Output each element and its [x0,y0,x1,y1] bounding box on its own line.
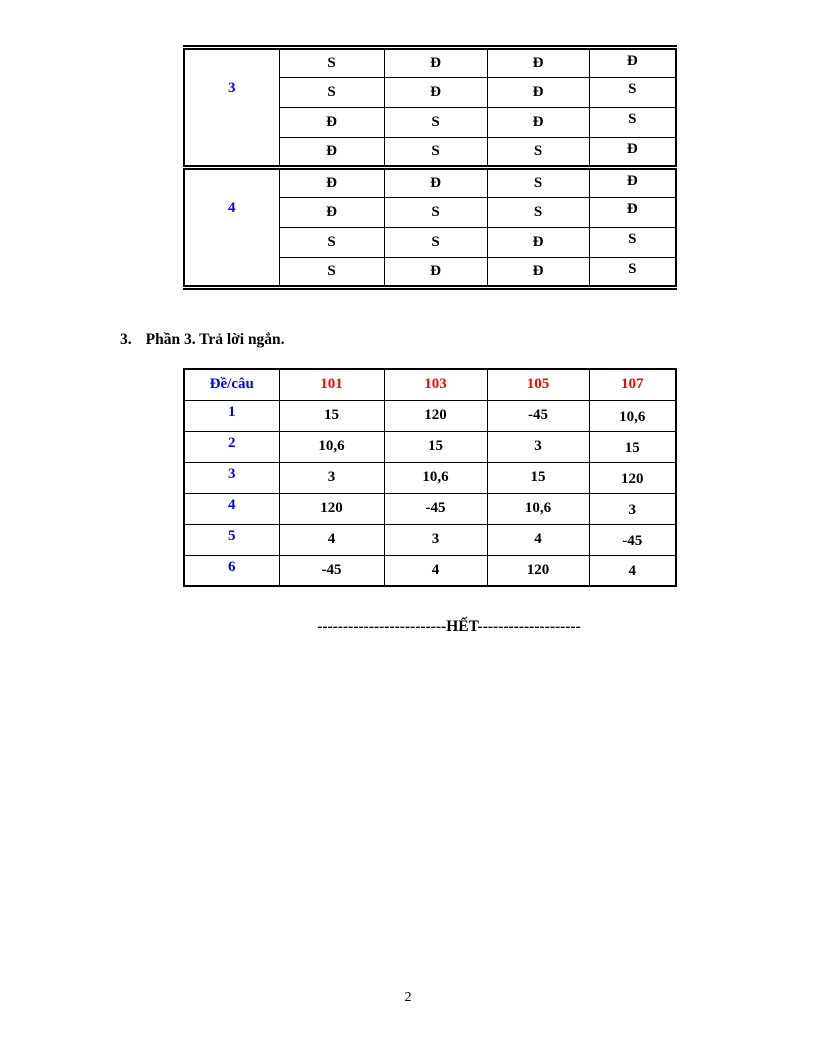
column-header: 101 [279,369,384,400]
answer-cell: S [384,228,487,258]
end-of-exam-marker: -------------------------HẾT-------------------- [317,618,581,635]
question-number: 5 [184,524,279,555]
answer-cell: Đ [487,228,589,258]
question-number: 2 [184,431,279,462]
answer-cell: Đ [589,168,676,198]
answer-cell: S [589,108,676,138]
answer-cell: Đ [384,48,487,78]
answer-cell: -45 [279,555,384,586]
answer-cell: Đ [589,138,676,168]
short-answer-table-wrapper [183,368,677,587]
answer-cell: 3 [279,462,384,493]
answer-cell: 15 [589,431,676,462]
table-row [184,168,676,198]
answer-cell: Đ [279,168,384,198]
table-header-row [184,369,676,400]
table-row [184,555,676,586]
answer-cell: 4 [279,524,384,555]
answer-cell: S [384,108,487,138]
answer-cell: S [589,78,676,108]
question-group-label: 3 [184,48,279,168]
question-number: 1 [184,400,279,431]
answer-cell: Đ [487,48,589,78]
table-row [184,462,676,493]
column-header: Đề/câu [184,369,279,400]
answer-cell: S [279,48,384,78]
answer-cell: Đ [487,258,589,288]
answer-cell: S [487,168,589,198]
answer-cell: S [589,228,676,258]
answer-cell: Đ [279,108,384,138]
answer-cell: S [487,198,589,228]
answer-cell: 15 [279,400,384,431]
answer-cell: S [384,198,487,228]
answer-cell: Đ [384,168,487,198]
answer-cell: S [589,258,676,288]
question-number: 4 [184,493,279,524]
answer-cell: 15 [384,431,487,462]
column-header: 103 [384,369,487,400]
answer-cell: Đ [279,198,384,228]
answer-cell: 10,6 [279,431,384,462]
answer-cell: Đ [589,48,676,78]
answer-cell: 3 [589,493,676,524]
answer-cell: S [279,228,384,258]
table-row [184,400,676,431]
answer-cell: 120 [279,493,384,524]
column-header: 105 [487,369,589,400]
answer-cell: Đ [384,78,487,108]
question-number: 3 [184,462,279,493]
table-row [184,493,676,524]
answer-cell: 10,6 [487,493,589,524]
heading-text: Phần 3. Trả lời ngắn. [145,331,285,348]
answer-cell: 10,6 [384,462,487,493]
answer-cell: 3 [487,431,589,462]
answer-cell: 120 [384,400,487,431]
page-number: 2 [404,990,412,1005]
answer-cell: 4 [384,555,487,586]
table-row [184,524,676,555]
answer-cell: 120 [487,555,589,586]
answer-cell: 3 [384,524,487,555]
answer-cell: 120 [589,462,676,493]
answer-cell: 4 [487,524,589,555]
short-answer-table [183,368,677,587]
answer-cell: 4 [589,555,676,586]
answer-cell: 15 [487,462,589,493]
table-row [184,431,676,462]
answer-cell: -45 [384,493,487,524]
section-heading [120,331,285,349]
question-number: 6 [184,555,279,586]
answer-cell: S [384,138,487,168]
answer-cell: S [279,258,384,288]
answer-cell: -45 [487,400,589,431]
answer-cell: 10,6 [589,400,676,431]
true-false-table-wrapper [183,45,677,290]
answer-cell: Đ [487,78,589,108]
answer-cell: Đ [384,258,487,288]
answer-cell: Đ [279,138,384,168]
heading-number: 3. [120,331,132,348]
answer-cell: Đ [487,108,589,138]
answer-cell: S [487,138,589,168]
answer-cell: -45 [589,524,676,555]
answer-cell: S [279,78,384,108]
question-group-label: 4 [184,168,279,288]
true-false-answer-table [183,45,677,290]
table-row [184,48,676,78]
answer-cell: Đ [589,198,676,228]
column-header: 107 [589,369,676,400]
